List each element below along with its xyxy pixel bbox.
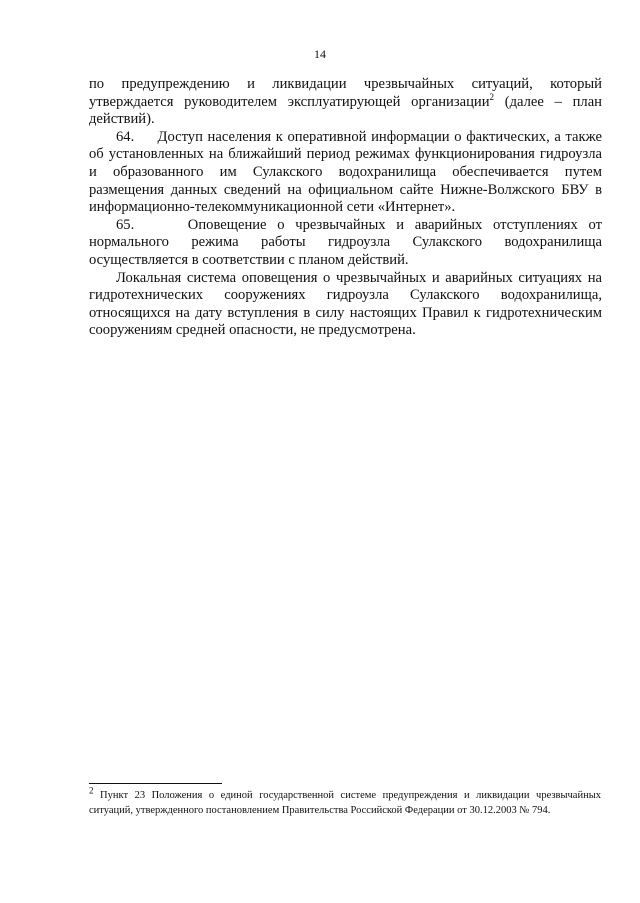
- paragraph-65: 65. Оповещение о чрезвычайных и аварийных отступлениях от нормального режима работы гидроузла Сулакского водохранилища осуществляется в соответствии с планом действий.: [89, 216, 602, 268]
- footnote-text: Пункт 23 Положения о единой государственной системе предупреждения и ликвидации чрезвычайных ситуаций, утвержденного постановлением Правительства Российской Федерации от 30.12.2003 № 794.: [89, 790, 601, 816]
- footnote-paragraph: [89, 785, 601, 818]
- paragraph-text: по предупреждению и ликвидации чрезвычайных ситуаций, который утверждается руководителем эксплуатирующей организации: [89, 76, 602, 110]
- paragraph-continuation: [89, 76, 602, 129]
- paragraph-64: 64. Доступ населения к оперативной информации о фактических, а также об установленных на ближайший период режимах функционирования гидроузла и образованного им Сулакского водохранилища обеспечивается путем размещения данных сведений на официальном сайте Нижне-Волжского БВУ в информационно-телекоммуникационной сети «Интернет».: [89, 128, 602, 216]
- footnote-separator: [89, 783, 222, 784]
- paragraph-local-warning-system: Локальная система оповещения о чрезвычайных и аварийных ситуациях на гидротехнических сооружениях гидроузла Сулакского водохранилища, относящихся на дату вступления в силу настоящих Правил к гидротехническим сооружениям средней опасности, не предусмотрена.: [89, 269, 602, 339]
- document-body: [89, 76, 602, 340]
- page-number: 14: [314, 47, 326, 61]
- footnote-mark: 2: [89, 785, 94, 796]
- footnote: [89, 785, 601, 818]
- paragraph-text-after: (далее – план действий).: [89, 93, 602, 128]
- footnote-reference: 2: [489, 91, 495, 102]
